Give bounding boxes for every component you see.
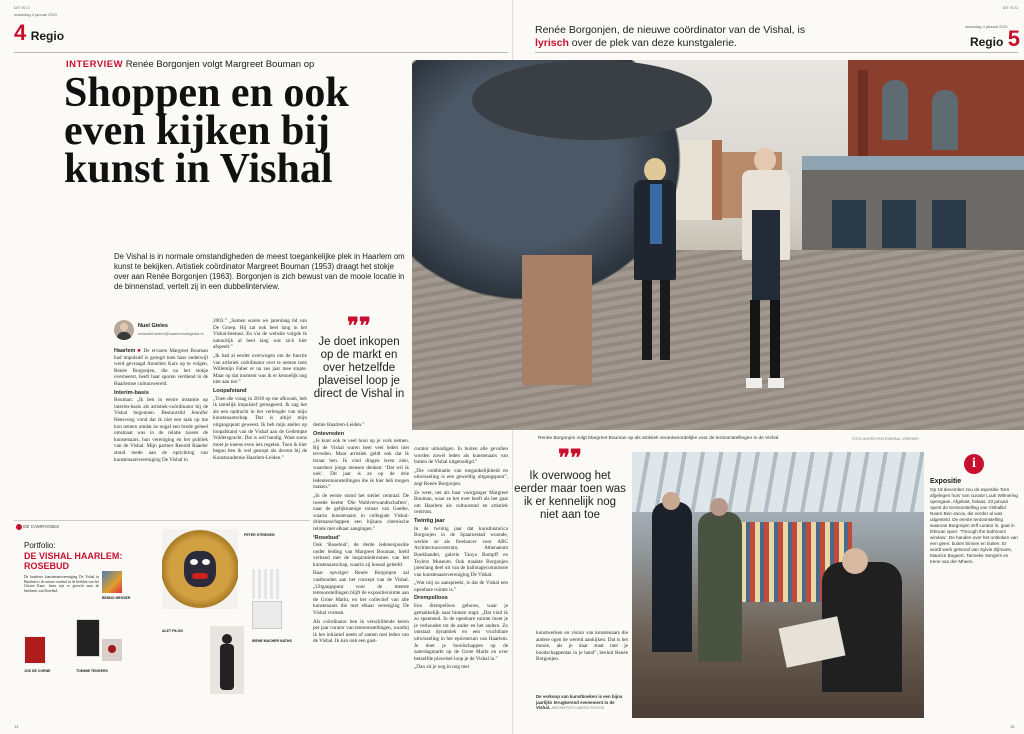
article-column-3	[313, 422, 409, 724]
intro-text: De Vishal is in normale omstandigheden de meest toegankelijke plek in Haarlem om kunst te bekijken. Artistiek coördinator Margreet Bouman (1953) draagt het stokje over aan Renée Borgonjen (1963). Borgonjen is zich bewust van de mooie locatie in de binnenstad, vertelt zij in een dubbelinterview.	[114, 252, 405, 291]
artwork-label: BENNO MESSER	[102, 596, 131, 600]
folio-small: DIT IS IJ	[14, 5, 30, 10]
paragraph: Als coördinator ben ik verschillende keren per jaar curator van tentoonstellingen, waarbij ik het initiatief neem of samen met leden van de Vishal. Ik kan ook een gast-	[313, 618, 409, 645]
artwork-thumb	[102, 639, 122, 661]
paragraph: In de twintig jaar dat kunsthistorica Borgonjen in de Spaarnestad woonde, werkte ze als freelancer voor ABC Architectuurcentrum, Athenaeum Boekhandel, galerie Tanya Rumpff en Teylers Museum. Ook maakte Borgonjen jarenlang deel uit van de ballotagecommissie van kunstenaarsvereniging De Vishal.	[414, 525, 508, 578]
artwork-thumb	[252, 569, 282, 599]
teaser-highlight: lyrisch	[535, 37, 569, 49]
date-line: maandag 4 januari 2021	[964, 24, 1008, 29]
bookshop-photo	[632, 452, 924, 718]
byline-name: Nuel Gieles	[138, 323, 168, 329]
rosebud-artwork	[162, 529, 238, 609]
header-rule	[535, 52, 1018, 53]
byline-avatar	[114, 320, 134, 340]
article-column-1: Haarlem ■ De ervaren Margreet Bouman had impulsief is gezegd toen haar onderwijl werd gevraagd Annelien Kars op te volgen. Renée Borgonjen, die na het stokje overneemt, heeft haar sporen verdiend in de Haarlemse cultuurwereld. Interim-basis Bouman: „Ik ben in eerste instantie op interim-basis als artistiek-coördinator bij de Vishal begonnen. Bestuurslid Jennifer Heesvoog vond dat ik niet een taak op me kon nemen omdat ze nogal een brede geheel omsmaat was in de relatie tussen de kunstenaars, hun vereniging en het publiek van de Vishal. Mijn partner Renold Raaeler stond mede aan de oprichting van kunstenaarsvereniging De Vishal in	[114, 348, 208, 463]
section-name: Regio	[969, 35, 1004, 49]
section-name: Regio	[30, 29, 65, 43]
paragraph: Bouman: „Ik ben in eerste instantie op interim-basis als artistiek-coördinator bij de Vishal begonnen. Bestuurslid Jennifer Heesvoog vond dat ik niet een taak op me kon nemen omdat ze nogal een brede geheel omsmaat was in de relatie tussen de kunstenaars, hun vereniging en het publiek van de Vishal. Mijn partner Renold Raaeler stond mede aan de oprichting van kunstenaarsvereniging De Vishal in	[114, 397, 208, 463]
artwork-thumb	[24, 636, 46, 664]
portfolio-block	[14, 520, 310, 726]
subhead: Twintig jaar	[414, 517, 445, 524]
subhead: Loopafstand	[213, 387, 247, 394]
byline-email: redactieharlem@haarlemsdagblad.nl	[138, 331, 204, 336]
paragraph: „Je kunt ook te veel hooi op je vork nemen. Bij de Vishal waren heel veel leden niet tevreden. Maar artistiek geldt ook dat ik leraar ben. Ik vind dingen leren zien, waardoor jonge mensen denken: ‘Dat wil ik ook’. Dit jaar is ze op de drie ledententoonstellingen die ik hier heb mogen maken.”	[313, 438, 409, 491]
campaign-label	[16, 524, 59, 530]
photo2-caption-text: De verkoop van kunstboeken is een bijna jaarlijks terugkerend evenement in de Vishal.	[536, 694, 623, 711]
pull-quote-text: Ik overwoog het eerder maar toen was ik er kennelijk nog niet aan toe	[514, 470, 626, 521]
artwork-label: IRENE MACHER NATHS	[252, 639, 292, 643]
right-header-teaser	[535, 24, 855, 50]
artwork-thumb	[252, 601, 282, 629]
photo-credit: FOTO UNITED PHOTOS/PAUL VREEKER	[852, 437, 919, 441]
paragraph: „Ik had al eerder overwogen om de functie van artistiek coördinator over te nemen toen Willemijn Faber er na zes jaar mee stopte. Maar op dat moment was ik er kennelijk nog niet aan toe.”	[213, 352, 307, 386]
article-column-2	[213, 318, 307, 494]
expositie-title: Expositie	[930, 478, 962, 485]
section-number: 4	[14, 20, 27, 45]
kicker-label: INTERVIEW	[66, 59, 124, 70]
subhead: Interim-basis	[114, 389, 149, 396]
teaser-text: over de plek van deze kunstgalerie.	[568, 37, 737, 49]
article-column-4	[414, 446, 508, 726]
portfolio-intro: De honderse kunstenaarsvereniging De Vishal in Haarlem is de ruimte rosebud in de beelden van het Citizen Kane. Jaren zijn er gezocht naar de betekenis van Rosebud.	[24, 575, 99, 593]
quote-mark-icon: ❞❞	[558, 445, 582, 471]
paragraph: Een drempelloos gebouw, waar je gemakkelijk naar binnen stapt. „Dat vind ik zo spannend. In de openbare ruimte moet je je verhouden tot de ander en het andere. Zo ontstaat dynamiek en een vruchtbare uitwisseling in het epicentrum van Haarlem. Je doet je boodschappen op de zaterdagmarkt op de Grote Markt en over hetzelfde plaveisel loop je de Vishal in.”	[414, 603, 508, 662]
paragraph: Ook ‘Rosebud’, de derde ledenexpositie onder leiding van Margreet Bouman, hield verband met de inspiratiebronnen van het kunstenaarschap, waarin zij hoeaal geleefd.	[313, 542, 409, 568]
photo2-credit: ARCHIEFFOTO UNITED PHOTOS	[551, 706, 605, 711]
artwork-label: ALET PILON	[162, 629, 183, 633]
pull-quote-text: Je doet inkopen op de markt en over hetzelfde plaveisel loop je direct de Vishal in	[313, 336, 405, 400]
article-column-5	[536, 630, 628, 680]
section-header	[970, 26, 1020, 52]
artwork-label: TOMMIE TENGERS	[76, 669, 108, 673]
artwork-thumb	[102, 571, 122, 593]
dateline: Haarlem	[114, 348, 136, 354]
kicker-text: Renée Borgonjen volgt Margreet Bouman op	[125, 59, 315, 70]
paragraph: „Wat mij zo aanspreekt, is dat de Vishal een openbare ruimte is.”	[414, 580, 508, 593]
artwork-label: PETER STRIEGEN	[244, 533, 275, 537]
subhead: Ontevreden	[313, 430, 345, 437]
artwork-label: JOS DE CORNE	[24, 669, 51, 673]
expositie-box	[930, 454, 1018, 566]
photo2-caption	[536, 694, 628, 712]
paragraph: De ervaren Margreet Bouman had impulsief is gezegd toen haar onderwijl werd gevraagd Annelien Kars op te volgen. Renée Borgonjen, die na het stokje overneemt, heeft haar sporen verdiend in de Haarlemse cultuurwereld.	[114, 348, 208, 387]
expositie-text: Op 19 december zou de expositie ‘Een afgelegen huis’ van curator Luuk Wilmering opengaan. Afgelast, helaas. 23 januari opent de tentoonstelling van Vishallid Noam Ben-Jacov, die eerder al was uitgesteld. De eerste tentoonstelling waarvan Borgonjen zelf curator is, gaat in februari open: ‘Through the bathroom window’. De handen over het ontkoken van een geen: buiten binnen en buiten. Er wordt werk getoond van Sylvie Zijlmans, Maurice Bogaert, Tanneke Sengers en Irene van der Mheen.	[930, 487, 1018, 564]
paragraph: 2003.” „Samen waren we jarenlang lid van De Groep. Hij zat ook heel lang in het Vishal-bestuur. En via de website volgde ik natuurlijk al heel lang wat zich hier afspeelt.”	[213, 318, 307, 351]
paragraph: curator uitnodigen. In buiten alle gevallen worden zowel leden als kunstenaars van buiten de Vishal uitgenodigd.”	[414, 446, 508, 466]
section-number: 5	[1007, 26, 1020, 51]
info-icon: i	[964, 454, 984, 474]
paragraph: Ze weet, net als haar voorganger Margreet Bouman, waar ze het over heeft als het gaat om Haarlem als cultuurstad en artistiek centrum.	[414, 489, 508, 516]
paragraph: „Dan zit je oog in oog met	[414, 664, 470, 671]
portfolio-title: DE VISHAL HAARLEM: ROSEBUD	[24, 551, 123, 571]
artwork-figure	[210, 626, 244, 694]
photo-caption: Renée Borgonjen volgt Margreet Bouman op als artistiek verantwoordelijke voor de tentoonstellingen in de Vishal.	[538, 436, 780, 441]
teaser-text: Renée Borgonjen, de nieuwe coördinator van de Vishal, is	[535, 24, 806, 36]
paragraph: „In de eerste stond het steiler centraal. De tweede heette ‘Die Wahlverwandtschaften’, naar de gelijknamige roman van Goethe, waarin kunstenaars in collegiale Vishal-driemanschappen een bijkans chemische relatie met elkaar aangingen.”	[313, 492, 409, 532]
pull-quote-1	[313, 313, 405, 401]
folio-small: DIT IS IJ	[1002, 5, 1018, 10]
paragraph: Haar opvolger Renée Borgonjen zal vasthouden aan het concept van de Vishal. „Uitgangspunt voor de meeste tentoonstellingen blijft de expositieruimte aan de Grote Markt, en het collectief van alle kunstenaars die met elkaar vereniging De Vishal vormen.	[313, 570, 409, 617]
quote-mark-icon: ❞❞	[347, 313, 371, 339]
subhead: Drempelloos	[414, 595, 448, 602]
page-number: 15	[1010, 724, 1015, 729]
campaign-dot-icon	[16, 524, 22, 530]
header-rule	[14, 52, 508, 53]
pull-quote-2	[514, 445, 626, 522]
section-header	[14, 20, 64, 46]
page-number: 14	[14, 724, 19, 729]
paragraph: kunstwerken en vision van kunstenaars die andere ogen de wereld aankijken. Dat is het mooie, als je daar staat met je boodschappentas in je hand”, besluit Renée Borgonjen.	[536, 630, 628, 663]
campaign-label-text: DE CAMPAGNES	[23, 524, 60, 530]
paragraph: demie Haarlem-Leiden.”	[313, 422, 365, 428]
subhead: ‘Rosebud’	[313, 534, 341, 541]
paragraph: „Die combinatie van toegankelijkheid en uitwisseling is een geweldig uitgangspunt”, zegt Renée Borgonjen.	[414, 467, 508, 487]
date-line: maandag 4 januari 2021	[14, 12, 58, 17]
paragraph: „Toen die vraag in 2018 op me afkwam, heb ik tamelijk impulsief gereageerd. Ik zag het als een opdracht in het verlengde van mijn kunstenaarschap. Dat is altijd mijn uitgangspunt geweest. Ik heb mijn atelier op loopafstand van de Vishal aan de Gedempte Voldersgracht. Dat is wel handig. Want soms moet je ineens even iets regelen. Toen ik hier begon ben ik wel gestopt als docent bij de Kunstacademie Haarlem-Leiden.”	[213, 395, 307, 461]
headline: Shoppen en ook even kijken bij kunst in Vishal	[64, 70, 349, 192]
artwork-thumb	[76, 619, 100, 657]
kicker	[66, 59, 314, 70]
portfolio-label: Portfolio:	[24, 541, 56, 550]
main-photo	[412, 60, 1024, 430]
